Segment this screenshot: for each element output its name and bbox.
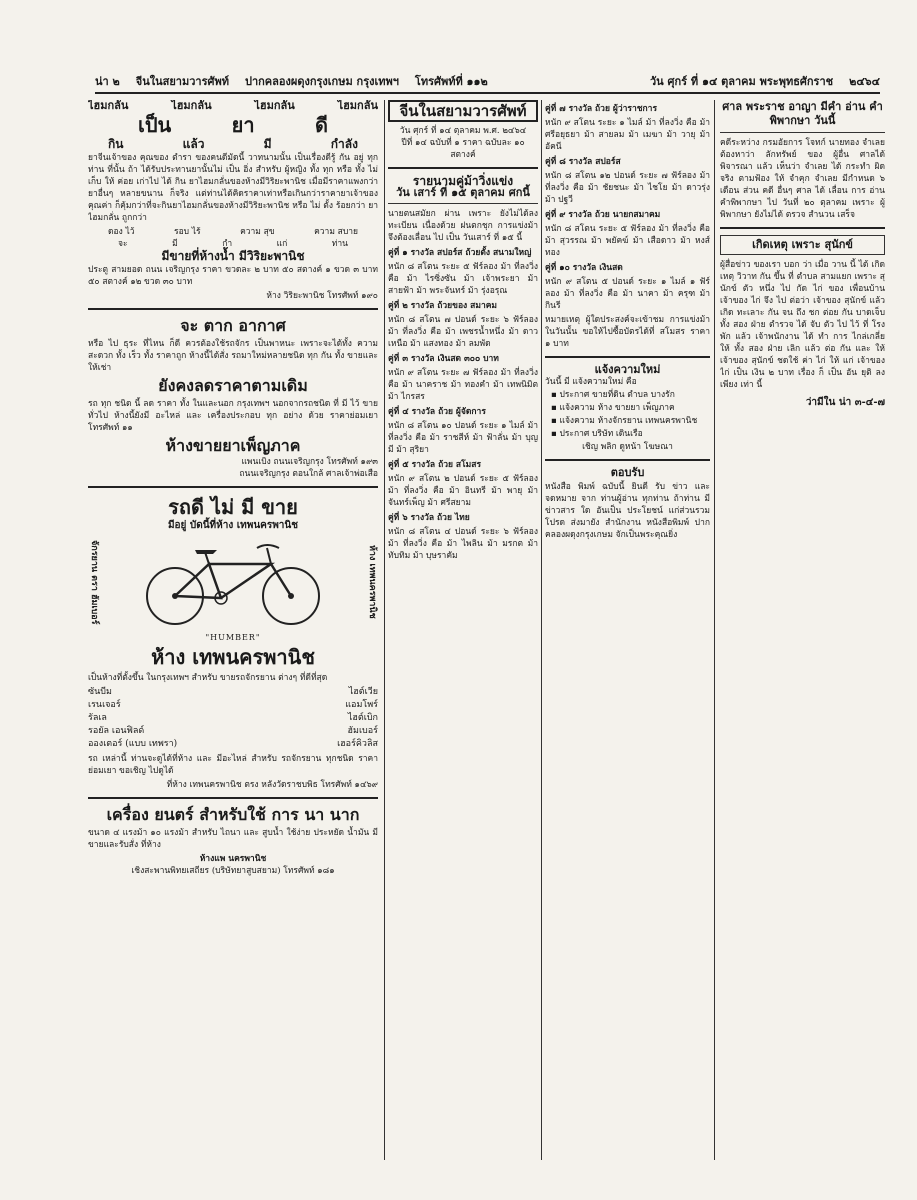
masthead: จีนในสยามวารศัพท์	[388, 100, 538, 122]
race-list	[388, 247, 538, 562]
race-heading: คู่ที่ ๗ รางวัล ถ้วย ผู้ว่าราชการ	[545, 104, 658, 114]
ad-slogan	[88, 112, 378, 138]
race-list	[545, 103, 710, 312]
bicycle-illustration	[133, 536, 333, 628]
ad-body: หรือ ไป ธุระ ที่ไหน ก็ดี ควรต้องใช้รถจักร เป็นพาหนะ เพราะจะได้ทั้ง ความสะดวก ทั้ง เร็ว ทั้ง ราคาถูก ห้างนี้ได้สั่ง รถมาใหม่หลายชนิด ทุก กัน ทั้ง ขายและ ให้เช่า	[88, 339, 378, 373]
article-body: คดีระหว่าง กรมอัยการ โจทก์ นายทอง จำเลย ต้องหาว่า ลักทรัพย์ ของ ผู้อื่น ศาลได้ พิจารณา แล้ว เห็นว่า จำเลย ได้ กระทำ ผิด จริง ตามฟ้อง ให้ จำคุก จำเลย มีกำหนด ๖ เดือน ส่วน คดี อื่นๆ ศาล ได้ เลื่อน การ อ่าน คำพิพากษา ไป วันที่ ๒๐ ตุลาคม เพราะ ผู้พิพากษา ยังไม่ได้ ตรวจ สำนวน เสร็จ	[720, 138, 885, 220]
bicycle-model-row	[88, 738, 378, 751]
race-entries: หนัก ๙ สโตน ระยะ ๗ ฟัร์ลอง ม้า ที่ลงวิ่ง คือ ม้า นาคราช ม้า ทองคำ ม้า เทพนิมิต ม้า ไกรสร	[388, 368, 538, 402]
race-heading: คู่ที่ ๘ รางวัล สปอร์ส	[545, 157, 621, 167]
bicycle-model-row	[88, 699, 378, 712]
model-name: ฮัมเบอร์	[347, 726, 378, 736]
model-name: เรนเจอร์	[88, 700, 121, 710]
shop-description: เป็นห้างที่ตั้งขึ้น ในกรุงเทพฯ สำหรับ ขายรถจักรยาน ต่างๆ ที่ดีที่สุด	[88, 673, 328, 683]
column-race-list	[388, 100, 538, 1160]
brand-label: "HUMBER"	[205, 633, 261, 642]
ad-note: ถนนเจริญกรุง ตอนใกล้ ศาลเจ้าพ่อเสือ	[239, 469, 378, 479]
page-number: น่า ๒	[95, 75, 120, 88]
article-title: รายนามคู่ม้าวิ่งแข่ง	[412, 174, 514, 188]
race-heading: คู่ที่ ๔ รางวัล ถ้วย ผู้จัดการ	[388, 407, 486, 417]
ad-word: ท่าน	[331, 239, 348, 249]
vertical-label: ห้าง เทพนครพานิช	[367, 545, 377, 619]
race-heading: คู่ที่ ๕ รางวัล ถ้วย สโมสร	[388, 460, 482, 470]
issue-subline: ปีที่ ๑๔ ฉบับที่ ๑ ราคา ฉบับละ ๑๐ สตางค์	[401, 138, 525, 160]
shop-name: ห้าง เทพนครพานิช	[151, 645, 315, 669]
ad-word: ดอง ไว้	[108, 227, 135, 237]
ad-body: รถ ทุก ชนิด นี้ ลด ราคา ทั้ง ในและนอก กรุงเทพฯ นอกจากรถชนิด ที่ มี ไว้ ขาย ทั่วไป ห้างนี้ยังมี อะไหล่ และ เครื่องประกอบ ทุก อย่าง ด้วย ราคาย่อมเยา โทรศัพท์ ๑๑	[88, 399, 378, 433]
model-name: รัลเล	[88, 713, 107, 723]
model-name: ไฮต์เวีย	[348, 687, 378, 697]
ad-title: ห้างขายยาเพ็ญภาค	[165, 436, 301, 455]
race-entries: หนัก ๙ สโตน ๕ ปอนด์ ระยะ ๑ ไมล์ ๑ ฟัร์ลอง ม้า ที่ลงวิ่ง คือ ม้า นาคา ม้า ครุฑ ม้า กินรี	[545, 277, 710, 311]
ad-word: ไฮมกลั่น	[171, 100, 212, 112]
office-address: ปากคลองผดุงกรุงเกษม กรุงเทพฯ	[244, 75, 399, 88]
race-entries: หนัก ๘ สโตน ๑๒ ปอนด์ ระยะ ๗ ฟัร์ลอง ม้า ที่ลงวิ่ง คือ ม้า ชัยชนะ ม้า ไชโย ม้า ดาวรุ่ง ม้า ปฐวี	[545, 171, 710, 205]
bicycle-models-list	[88, 686, 378, 751]
race-entries: หนัก ๙ สโตน ๒ ปอนด์ ระยะ ๕ ฟัร์ลอง ม้า ที่ลงวิ่ง คือ ม้า อินทรี ม้า พายุ ม้า จันทร์เพ็ญ ม้า ศรีสยาม	[388, 474, 538, 508]
ad-title: ยังคงลดราคาตามเดิม	[158, 376, 308, 395]
column-race-list-continued	[545, 100, 710, 1160]
ad-title: รถดี ไม่ มี ขาย	[168, 495, 298, 519]
ad-sell-line: มีขายที่ห้างน้ำ มีวิริยะพานิช	[161, 249, 305, 263]
article-title: เกิดเหตุ เพราะ สุนักข์	[720, 235, 885, 255]
slogan-word: ดี	[315, 113, 328, 137]
bicycle-model-row	[88, 725, 378, 738]
article-body: ผู้สื่อข่าว ของเรา บอก ว่า เมื่อ วาน นี้ ได้ เกิด เหตุ วิวาท กัน ขึ้น ที่ ตำบล สามแยก เพราะ สุนักข์ ตัว หนึ่ง ไป กัด ไก่ ของ เพื่อนบ้าน เจ้าของ ไก่ จึง ไป ต่อว่า เจ้าของ สุนักข์ แล้ว เกิด ทะเลาะ กัน จน ถึง ชก ต่อย กัน บาดเจ็บ ทั้ง สอง ฝ่าย ตำรวจ ได้ จับ ตัว ไป ไว้ ที่ โรงพัก แล้ว เจ้าพนักงาน ได้ ทำ การ ไกล่เกลี่ย ให้ ทั้ง สอง ฝ่าย เลิก แล้ว ต่อ กัน และ ให้ เจ้าของ สุนักข์ ชดใช้ ค่า ไก่ ให้ แก่ เจ้าของ ไก่ เป็น เงิน ๒ บาท เรื่อง ก็ เป็น อัน ยุติ ลง เพียง เท่า นี้	[720, 260, 885, 390]
news-title: แจ้งความใหม่	[594, 363, 661, 376]
slogan-word: มี	[263, 137, 272, 151]
ad-price: ประตู สามยอด ถนน เจริญกรุง ราคา ขวดละ ๒ บาท ๕๐ สตางค์ ๑ ขวด ๓ บาท ๕๐ สตางค์ ๑๒ ขวด ๓๐ บาท	[88, 265, 378, 287]
column-news	[720, 100, 885, 1160]
section-title: ตอบรับ	[610, 466, 645, 479]
phone-number: โทรศัพท์ที่ ๑๑๒	[414, 75, 488, 88]
ad-word: ความ สบาย	[314, 227, 358, 237]
race-heading: คู่ที่ ๙ รางวัล ถ้วย นายกสมาคม	[545, 210, 661, 220]
ad-word: มี	[172, 239, 178, 249]
race-entries: หนัก ๘ สโตน ระยะ ๕ ฟัร์ลอง ม้า ที่ลงวิ่ง คือ ม้า ไรซิ่งซัน ม้า เจ้าพระยา ม้า สายฟ้า ม้า พระจันทร์ ม้า รุ่งอรุณ	[388, 262, 538, 296]
slogan-word: กิน	[108, 137, 124, 151]
news-item: ▪ ประกาศ บริษัท เดินเรือ	[551, 428, 710, 440]
model-name: อองเตอร์ (แบบ เทพรา)	[88, 739, 178, 749]
race-entries: หนัก ๘ สโตน ๔ ปอนด์ ระยะ ๖ ฟัร์ลอง ม้า ที่ลงวิ่ง คือ ม้า ไพลิน ม้า มรกต ม้า ทับทิม ม้า บุษราคัม	[388, 527, 538, 561]
ad-body: ขนาด ๔ แรงม้า ๑๐ แรงม้า สำหรับ ไถนา และ สูบน้ำ ใช้ง่าย ประหยัด น้ำมัน มีขายและรับสั่ง ที่ห้าง	[88, 828, 378, 850]
article-date: วัน เสาร์ ที่ ๑๕ ตุลาคม ศกนี้	[396, 186, 530, 199]
race-heading: คู่ที่ ๒ รางวัล ถ้วยของ สมาคม	[388, 301, 498, 311]
ad-word: ไฮมกลั่น	[254, 100, 295, 112]
model-name: ไฮต์เบิก	[347, 713, 378, 723]
race-heading: คู่ที่ ๑๐ รางวัล เงินสด	[545, 263, 623, 273]
ad-word: ไฮมกลั่น	[88, 100, 129, 112]
article-title: ศาล พระราช อาญา มีคำ อ่าน คำพิพากษา วันนี้	[722, 100, 883, 127]
page-header	[95, 70, 880, 94]
shop-note: รถ เหล่านี้ ท่านจะดูได้ที่ห้าง และ มีอะไหล่ สำหรับ รถจักรยาน ทุกชนิด ราคา ย่อมเยา ขอเชิญ ไปดูได้	[88, 754, 378, 776]
race-entries: หนัก ๘ สโตน ๗ ปอนด์ ระยะ ๖ ฟัร์ลอง ม้า ที่ลงวิ่ง คือ ม้า เพชรน้ำหนึ่ง ม้า ดาวเหนือ ม้า แสงทอง ม้า ลมพัด	[388, 315, 538, 349]
slogan-word: กำลัง	[330, 137, 358, 151]
issue-date: วัน ศุกร์ ที่ ๑๔ ตุลาคม พระพุทธศักราช	[650, 75, 834, 88]
model-name: แอมโพร์	[345, 700, 378, 710]
ad-title: จะ ตาก อากาศ	[180, 316, 286, 335]
news-list	[545, 389, 710, 440]
continued-note: ว่ามีใน น่า ๓-๔-๗	[805, 397, 885, 408]
ad-subtitle: แพนเบิง ถนนเจริญกรุง โทรศัพท์ ๑๙๓	[241, 457, 378, 467]
column-advertisements	[88, 100, 378, 1160]
race-entries: หนัก ๙ สโตน ระยะ ๑ ไมล์ ม้า ที่ลงวิ่ง คือ ม้า ศรีอยุธยา ม้า สายลม ม้า เมฆา ม้า วายุ ม้า อัคนี	[545, 118, 710, 152]
news-intro: วันนี้ มี แจ้งความใหม่ คือ	[545, 377, 637, 387]
race-heading: คู่ที่ ๓ รางวัล เงินสด ๓๐๐ บาท	[388, 354, 499, 364]
slogan-word: ยา	[231, 113, 255, 137]
bicycle-model-row	[88, 686, 378, 699]
issue-line: วัน ศุกร์ ที่ ๑๔ ตุลาคม พ.ศ. ๒๔๖๔	[399, 126, 527, 136]
ad-word: ไฮมกลั่น	[337, 100, 378, 112]
ad-word: ความ สุข	[240, 227, 275, 237]
ad-subtitle: มีอยู่ บัดนี้ที่ห้าง เทพนครพานิช	[167, 520, 299, 531]
model-name: ซันบีม	[88, 687, 112, 697]
model-name: เฮอร์คิวลิส	[337, 739, 378, 749]
slogan-word: แล้ว	[182, 137, 205, 151]
news-footer: เชิญ พลิก ดูหน้า โฆษณา	[582, 442, 673, 452]
race-notice: หมายเหตุ ผู้ใดประสงค์จะเข้าชม การแข่งม้า ในวันนั้น ขอให้ไปซื้อบัตรได้ที่ สโมสร ราคา ๑ บาท	[545, 315, 710, 349]
issue-year: ๒๔๖๔	[849, 75, 880, 88]
section-body: หนังสือ พิมพ์ ฉบับนี้ ยินดี รับ ข่าว และ จดหมาย จาก ท่านผู้อ่าน ทุกท่าน ถ้าท่าน มีข่าวสาร ใด อันเป็น ประโยชน์ แก่ส่วนรวม โปรด ส่งมายัง สำนักงาน หนังสือพิมพ์ ปากคลองผดุงกรุงเกษม จักเป็นพระคุณยิ่ง	[545, 482, 710, 540]
ad-slogan-2	[88, 138, 378, 150]
article-intro: นายตนสมัยก ผ่าน เพราะ ยังไม่ได้ลงทะเบียน เนื่องด้วย ฝนตกชุก การแข่งม้าจึงต้องเลื่อน ไป เป็น วันเสาร์ ที่ ๑๕ นี้	[388, 209, 538, 243]
ad-word: แก่	[276, 239, 288, 249]
race-entries: หนัก ๘ สโตน ระยะ ๕ ฟัร์ลอง ม้า ที่ลงวิ่ง คือ ม้า สุวรรณ ม้า พยัคฆ์ ม้า เสือดาว ม้า หงส์ทอง	[545, 224, 710, 258]
model-name: รอยัล เอนฟิลด์	[88, 726, 145, 736]
ad-signature: ห้าง วิริยะพานิช โทรศัพท์ ๑๙๐	[266, 291, 378, 301]
shop-signature: ที่ห้าง เทพนครพานิช ตรง หลังวัดราชบพิธ โทรศัพท์ ๑๔๖๙	[166, 780, 378, 790]
ad-top-words	[88, 100, 378, 112]
ad-body: ยาจีนเจ้าของ คุณของ ตำรา ของคนดีมัดนี้ วาทนามนั้น เป็นเรื่องดีรู้ กัน อยู่ ทุกท่าน ที่นั้น ถ้า ได้รับประทานยานั้นไม่ เป็น อิ่ง สำหรับ ผู้หญิง ทั้ง ทุก หรือ ทั้ง ไม่ เก็บ ให้ ค่อย เก่าไป ได้ กิน ยาไฮมกลั่นของห้างมีวิริยะพานิช เมื่อมีราคาแพงกว่ายาอื่นๆ หลายขนาน ก็จริง แต่ท่านได้คิดราคาเท่าหรือเกินกว่าราคายาเจ้าของคุณค่า ก็คุ้มกว่าที่จะกินยาไฮมกลั่นของห้างมีวิริยะพานิช หรือ ไม่ ตั้ง ร้อยกว่า ยาไฮมกลั่น ถูกกว่า	[88, 153, 378, 223]
news-item: ▪ แจ้งความ ห้างจักรยาน เทพนครพานิช	[551, 415, 710, 427]
ad-footer: เชิงสะพานพิทยเสถียร (บริษัทยาสูบสยาม) โทรศัพท์ ๑๘๑	[131, 866, 335, 876]
bicycle-model-row	[88, 712, 378, 725]
column-rule	[384, 100, 385, 1160]
race-heading: คู่ที่ ๑ รางวัล สปอร์ส ถ้วยตั้ง สนามใหญ่	[388, 248, 532, 258]
ad-title: เครื่อง ยนตร์ สำหรับใช้ การ นา นาก	[106, 805, 360, 824]
ad-signature: ห้างแพ นครพานิช	[199, 854, 267, 864]
slogan-word: เป็น	[138, 113, 172, 137]
vertical-label: จักรยาน ตรา ฮัมเบอร์	[89, 539, 99, 625]
paper-name: จีนในสยามวารศัพท์	[135, 75, 229, 88]
column-rule	[541, 100, 542, 1160]
race-entries: หนัก ๘ สโตน ๑๐ ปอนด์ ระยะ ๑ ไมล์ ม้า ที่ลงวิ่ง คือ ม้า ราชสีห์ ม้า ฟ้าลั่น ม้า บุญมี ม้า สุริยา	[388, 421, 538, 455]
news-item: ▪ ประกาศ ขายที่ดิน ตำบล บางรัก	[551, 389, 710, 401]
news-item: ▪ แจ้งความ ห้าง ขายยา เพ็ญภาค	[551, 402, 710, 414]
column-rule	[714, 100, 715, 1160]
ad-tail	[88, 226, 378, 238]
race-heading: คู่ที่ ๖ รางวัล ถ้วย ไทย	[388, 513, 470, 523]
ad-word: รอบ ไร้	[174, 227, 201, 237]
ad-word: กำ	[222, 239, 233, 249]
ad-word: จะ	[118, 239, 128, 249]
